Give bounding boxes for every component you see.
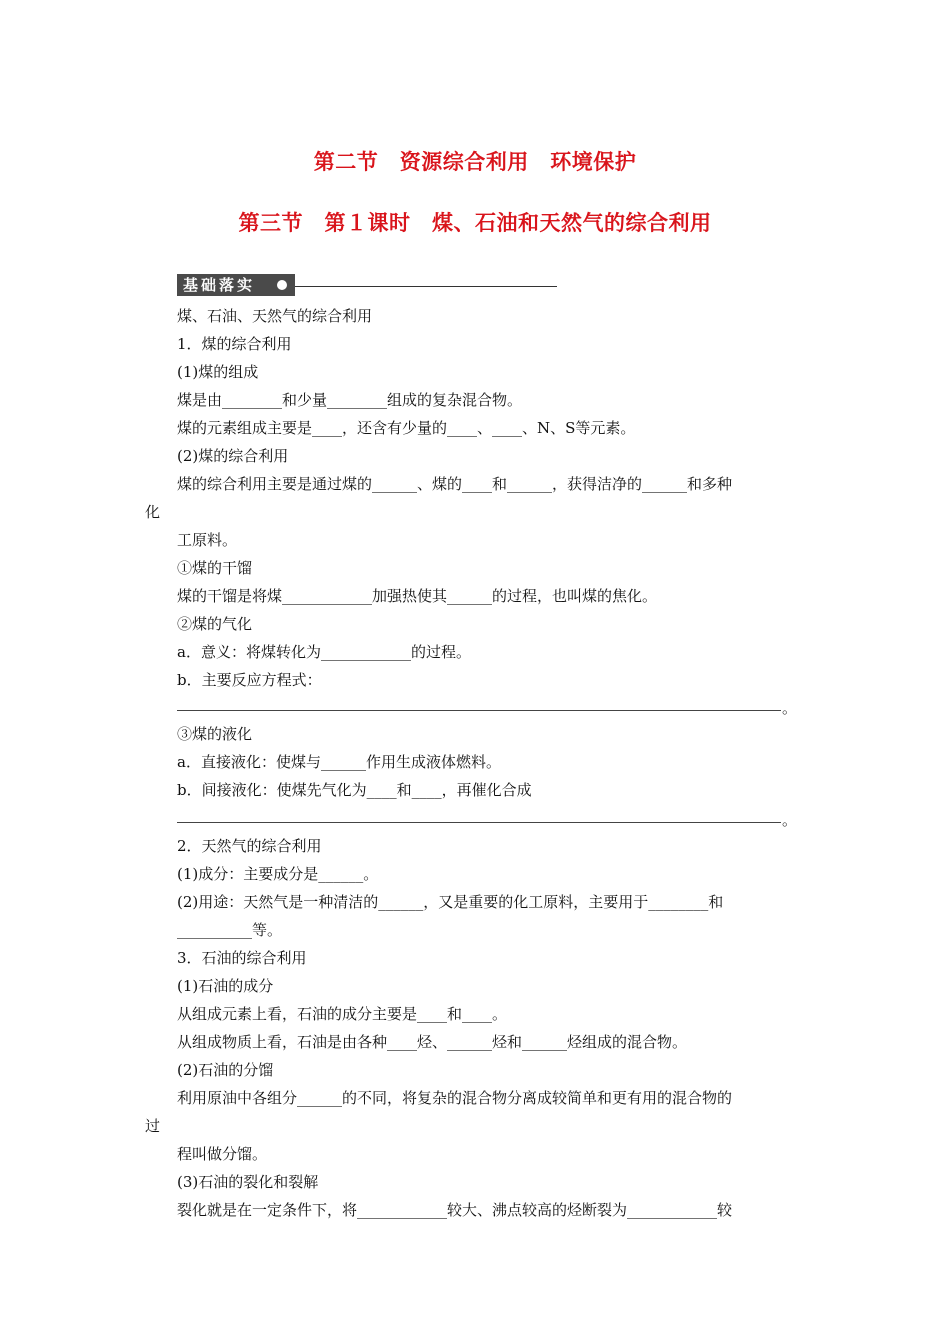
text-line: (2)石油的分馏 <box>177 1061 274 1079</box>
badge-rule <box>295 286 557 287</box>
text-line: 煤的综合利用主要是通过煤的______、煤的____和______，获得洁净的______和多种 <box>177 475 733 493</box>
text-line: 煤的干馏是将煤____________加强热使其______的过程，也叫煤的焦化。 <box>177 587 658 605</box>
text-line: ③煤的液化 <box>177 725 253 743</box>
text-line: b．主要反应方程式： <box>177 671 322 689</box>
text-line: 煤、石油、天然气的综合利用 <box>177 307 373 325</box>
text-line: 过 <box>145 1117 161 1135</box>
text-line: a．直接液化：使煤与______作用生成液体燃料。 <box>177 753 501 771</box>
text-line: 1．煤的综合利用 <box>177 335 292 353</box>
badge-label: 基础落实 <box>177 274 295 296</box>
text-line: 化 <box>145 503 161 521</box>
period-mark: 。 <box>782 811 798 829</box>
text-line: 工原料。 <box>177 531 238 549</box>
text-line: 从组成元素上看，石油的成分主要是____和____。 <box>177 1005 508 1023</box>
period-mark: 。 <box>782 699 798 717</box>
text-line: ①煤的干馏 <box>177 559 253 577</box>
text-line: ②煤的气化 <box>177 615 253 633</box>
text-line: 利用原油中各组分______的不同，将复杂的混合物分离成较简单和更有用的混合物的 <box>177 1089 733 1107</box>
answer-line <box>177 710 781 711</box>
text-line: 煤的元素组成主要是____，还含有少量的____、____、N、S等元素。 <box>177 419 636 437</box>
text-line: 2．天然气的综合利用 <box>177 837 322 855</box>
text-line: 从组成物质上看，石油是由各种____烃、______烃和______烃组成的混合物。 <box>177 1033 688 1051</box>
text-line: 程叫做分馏。 <box>177 1145 268 1163</box>
answer-line <box>177 822 781 823</box>
text-line: (2)煤的综合利用 <box>177 447 289 465</box>
lesson-title: 第三节 第１课时 煤、石油和天然气的综合利用 <box>238 211 712 235</box>
text-line: a．意义：将煤转化为____________的过程。 <box>177 643 471 661</box>
text-line: 裂化就是在一定条件下，将____________较大、沸点较高的烃断裂为____________较 <box>177 1201 733 1219</box>
text-line: (2)用途：天然气是一种清洁的______，又是重要的化工原料，主要用于________和 <box>177 893 724 911</box>
text-line: 3．石油的综合利用 <box>177 949 307 967</box>
text-line: (1)煤的组成 <box>177 363 259 381</box>
text-line: b．间接液化：使煤先气化为____和____，再催化合成 <box>177 781 532 799</box>
text-line: (1)成分：主要成分是______。 <box>177 865 379 883</box>
text-line: 煤是由________和少量________组成的复杂混合物。 <box>177 391 523 409</box>
section-title: 第二节 资源综合利用 环境保护 <box>313 150 637 174</box>
text-line: (3)石油的裂化和裂解 <box>177 1173 319 1191</box>
text-line: (1)石油的成分 <box>177 977 274 995</box>
section-badge <box>177 274 557 296</box>
badge-dot-icon <box>277 280 287 290</box>
text-line: __________等。 <box>177 921 283 939</box>
